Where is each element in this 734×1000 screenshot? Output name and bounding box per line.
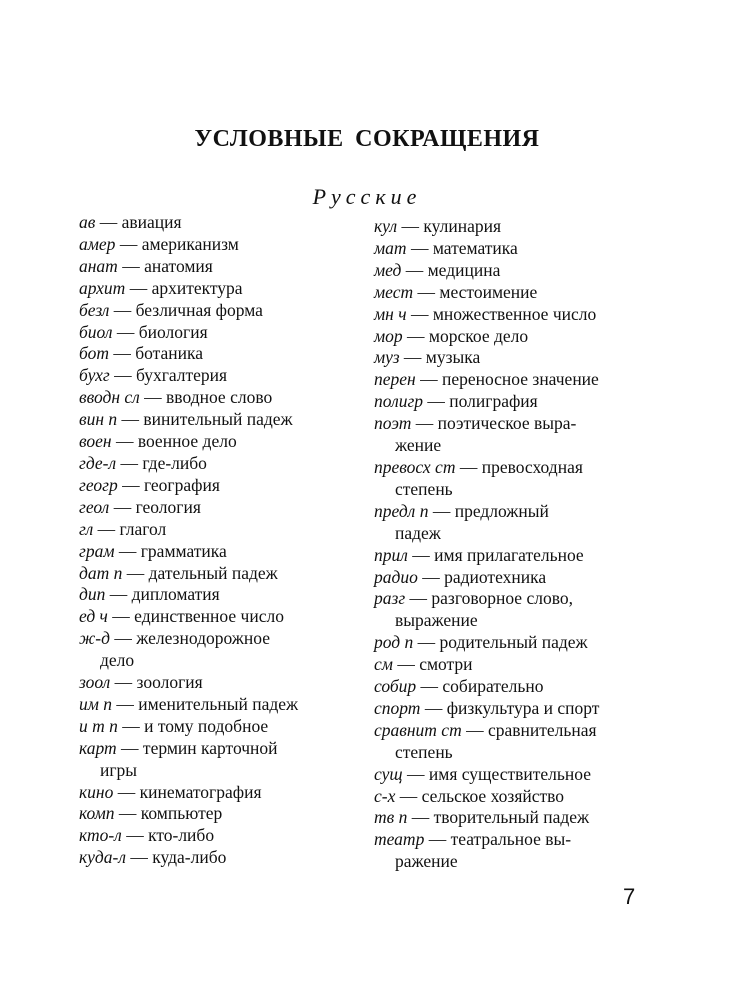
abbreviation-meaning: собирательно [442,676,544,697]
abbreviation-meaning: смотри [419,654,473,675]
abbreviation-entry: перен — переносное значение [374,369,599,390]
abbreviation-entry: прил — имя прилагательное [374,544,584,565]
abbreviation-meaning: где-либо [142,452,207,473]
abbreviation-entry: разг — разговорное слово, выражение [374,588,664,632]
abbreviation-term: превосх ст [374,456,456,477]
abbreviation-entry: см — смотри [374,654,473,675]
abbreviation-meaning: анатомия [144,255,213,276]
abbreviation-meaning: кто-либо [148,825,215,846]
abbreviation-meaning: вводное слово [166,387,273,408]
abbreviation-entry: сущ — имя существительное [374,763,591,784]
abbreviation-term: сущ [374,763,403,784]
abbreviation-entry: гл — глагол [79,518,167,539]
abbreviation-term: дат п [79,562,123,583]
abbreviation-entry: где-л — где-либо [79,452,207,473]
abbreviation-term: воен [79,431,112,452]
abbreviation-meaning-continuation: игры [100,759,138,780]
abbreviation-entry: кино — кинематография [79,781,262,802]
abbreviation-entry: амер — американизм [79,233,239,254]
abbreviation-entry: вводн сл — вводное слово [79,387,273,408]
abbreviation-term: мед [374,259,402,280]
abbreviation-entry: полигр — полиграфия [374,391,538,412]
abbreviation-entry: бухг — бухгалтерия [79,365,228,386]
abbreviation-term: мат [374,237,407,258]
abbreviations-left-column [79,212,369,869]
abbreviation-meaning: местоимение [439,281,538,302]
abbreviation-term: тв п [374,807,408,828]
abbreviation-meaning: именительный падеж [138,693,299,714]
abbreviation-entry: ед ч — единственное число [79,606,284,627]
abbreviation-term: муз [374,347,400,368]
abbreviation-entry: куда-л — куда-либо [79,847,227,868]
abbreviation-meaning: превосходная [481,456,583,477]
abbreviation-term: мор [374,325,403,346]
abbreviation-term: где-л [79,452,117,473]
abbreviation-term: дип [79,584,106,605]
abbreviation-entry: геол — геология [79,496,201,517]
abbreviation-meaning: переносное значение [441,369,599,390]
abbreviation-meaning: бухгалтерия [135,365,228,386]
abbreviation-entry: безл — безличная форма [79,299,263,320]
abbreviation-entry: им п — именительный падеж [79,693,299,714]
abbreviation-entry: бот — ботаника [79,343,204,364]
abbreviation-entry: с-х — сельское хозяйство [374,785,565,806]
abbreviation-entry: вин п — винительный падеж [79,409,293,430]
abbreviation-entry: театр — театральное вы- ражение [374,829,664,873]
abbreviation-meaning: родительный падеж [439,632,588,653]
section-subtitle: Русские [312,184,422,209]
abbreviation-entry: кто-л — кто-либо [79,825,215,846]
abbreviation-term: зоол [79,672,111,693]
abbreviation-term: полигр [374,391,424,412]
abbreviation-entry: мед — медицина [374,259,501,280]
abbreviation-meaning: музыка [425,347,481,368]
abbreviation-meaning: полиграфия [449,391,538,412]
abbreviation-term: безл [79,299,110,320]
abbreviation-meaning: морское дело [428,325,529,346]
abbreviation-meaning: биология [138,321,208,342]
abbreviation-term: вводн сл [79,387,140,408]
abbreviation-entry: мн ч — множественное число [374,303,597,324]
abbreviation-term: собир [374,676,417,697]
abbreviation-term: комп [79,803,115,824]
abbreviation-meaning: театральное вы- [450,829,572,850]
abbreviation-entry: карт — термин карточной игры [79,738,369,782]
abbreviation-term: архит [79,277,126,298]
abbreviation-term: вин п [79,409,118,430]
abbreviation-meaning: куда-либо [152,847,227,868]
abbreviation-term: сравнит ст [374,719,462,740]
abbreviation-term: мн ч [374,303,407,324]
abbreviation-entry: анат — анатомия [79,255,213,276]
abbreviation-entry: биол — биология [79,321,208,342]
abbreviation-meaning: винительный падеж [143,409,293,430]
abbreviation-term: бот [79,343,109,364]
abbreviation-entry: и т п — и тому подобное [79,715,269,736]
abbreviation-term: им п [79,693,113,714]
abbreviation-term: ед ч [79,606,108,627]
abbreviation-term: кино [79,781,114,802]
abbreviation-meaning: авиация [121,212,182,232]
abbreviation-entry: грам — грамматика [79,540,227,561]
abbreviation-entry: предл п — предложный падеж [374,501,664,545]
abbreviation-term: ав [79,212,96,232]
abbreviation-term: с-х [374,785,396,806]
abbreviation-term: биол [79,321,113,342]
abbreviation-term: радио [374,566,418,587]
abbreviation-term: бухг [79,365,110,386]
abbreviation-term: кто-л [79,825,122,846]
abbreviations-right-column [374,216,664,873]
abbreviation-entry: геогр — география [79,474,220,495]
abbreviation-term: и т п [79,715,118,736]
abbreviation-term: грам [79,540,115,561]
abbreviation-entry: собир — собирательно [374,676,544,697]
abbreviation-meaning: география [143,474,220,495]
abbreviation-entry: комп — компьютер [79,803,223,824]
abbreviation-meaning-continuation: степень [395,478,453,499]
abbreviation-meaning: глагол [119,518,167,539]
abbreviation-meaning-continuation: степень [395,741,453,762]
abbreviation-meaning: ботаника [135,343,204,364]
abbreviation-meaning: термин карточной [142,737,278,758]
abbreviation-entry: мат — математика [374,237,518,258]
abbreviation-entry: мест — местоимение [374,281,538,302]
abbreviation-meaning: множественное число [432,303,597,324]
abbreviation-meaning: кинематография [139,781,262,802]
abbreviation-entry: дат п — дательный падеж [79,562,278,583]
abbreviation-entry: ав — авиация [79,212,182,232]
abbreviation-term: род п [374,632,414,653]
abbreviation-meaning-continuation: падеж [395,522,441,543]
abbreviation-meaning: и тому подобное [144,715,269,736]
abbreviation-meaning-continuation: жение [395,435,442,456]
abbreviation-meaning: медицина [427,259,501,280]
abbreviation-meaning: сельское хозяйство [421,785,565,806]
abbreviation-entry: радио — радиотехника [374,566,547,587]
abbreviation-entry: зоол — зоология [79,672,203,693]
abbreviation-meaning: геология [135,496,201,517]
abbreviation-term: кул [374,216,398,236]
abbreviation-meaning: безличная форма [135,299,263,320]
abbreviation-term: анат [79,255,118,276]
abbreviation-meaning: кулинария [423,216,502,236]
abbreviation-term: геогр [79,474,118,495]
abbreviation-entry: поэт — поэтическое выра- жение [374,413,664,457]
abbreviation-term: см [374,654,393,675]
abbreviation-term: амер [79,233,116,254]
abbreviation-entry: сравнит ст — сравнительная степень [374,720,664,764]
abbreviation-entry: архит — архитектура [79,277,243,298]
abbreviation-meaning: имя прилагательное [434,544,584,565]
abbreviation-term: ж-д [79,628,110,649]
abbreviation-meaning: творительный падеж [433,807,590,828]
abbreviation-term: геол [79,496,110,517]
abbreviation-meaning: дипломатия [131,584,220,605]
abbreviation-meaning: военное дело [137,431,237,452]
abbreviation-meaning-continuation: ражение [395,851,458,872]
abbreviation-meaning: американизм [141,233,239,254]
abbreviation-meaning: зоология [136,672,203,693]
abbreviation-term: гл [79,518,94,539]
abbreviation-meaning: единственное число [134,606,284,627]
abbreviation-entry: муз — музыка [374,347,481,368]
abbreviation-term: перен [374,369,416,390]
abbreviation-meaning: предложный [454,500,549,521]
abbreviation-entry: род п — родительный падеж [374,632,588,653]
abbreviation-meaning: физкультура и спорт [446,697,600,718]
page-title: УСЛОВНЫЕ СОКРАЩЕНИЯ [194,126,540,152]
abbreviation-term: спорт [374,697,421,718]
abbreviation-entry: кул — кулинария [374,216,502,236]
abbreviation-meaning: математика [432,237,518,258]
abbreviation-meaning: архитектура [151,277,243,298]
abbreviation-term: куда-л [79,847,126,868]
abbreviation-meaning: радиотехника [444,566,547,587]
abbreviation-term: мест [374,281,414,302]
abbreviation-meaning-continuation: дело [100,650,135,671]
abbreviation-meaning: грамматика [140,540,227,561]
abbreviation-entry: мор — морское дело [374,325,529,346]
abbreviation-term: предл п [374,500,429,521]
abbreviation-term: театр [374,829,425,850]
abbreviation-meaning: сравнительная [487,719,597,740]
abbreviation-entry: спорт — физкультура и спорт [374,697,600,718]
abbreviation-meaning: дательный падеж [148,562,278,583]
abbreviation-entry: превосх ст — превосходная степень [374,457,664,501]
abbreviation-term: разг [374,588,406,609]
abbreviation-term: карт [79,737,117,758]
page-number: 7 [623,884,636,909]
abbreviation-meaning: компьютер [140,803,223,824]
abbreviation-meaning-continuation: выражение [395,610,478,631]
abbreviation-entry: дип — дипломатия [79,584,220,605]
abbreviation-entry: воен — военное дело [79,431,237,452]
abbreviation-meaning: разговорное слово, [431,588,573,609]
abbreviation-meaning: железнодорожное [136,628,270,649]
abbreviation-entry: ж-д — железнодорожное дело [79,628,369,672]
abbreviation-entry: тв п — творительный падеж [374,807,590,828]
abbreviation-term: прил [374,544,408,565]
abbreviation-meaning: поэтическое выра- [437,413,577,434]
abbreviation-term: поэт [374,413,412,434]
abbreviation-meaning: имя существительное [428,763,591,784]
